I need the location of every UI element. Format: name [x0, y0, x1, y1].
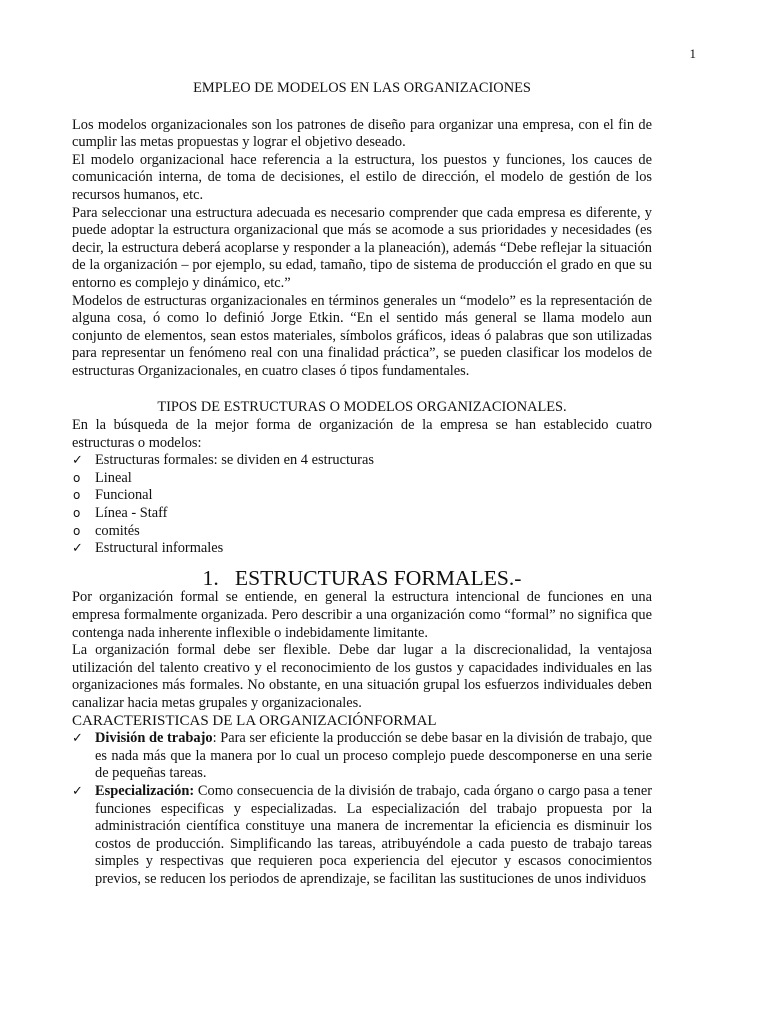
characteristic-term: Especialización:	[95, 782, 195, 799]
document-title: EMPLEO DE MODELOS EN LAS ORGANIZACIONES	[193, 80, 531, 96]
intro-paragraph-2: El modelo organizacional hace referencia a la estructura, los puestos y funciones, los cauces de comunicación interna, de toma de decisiones, el estilo de dirección, el modelo de gestión de los recursos humanos, etc.	[72, 151, 652, 203]
intro-paragraph-3: Para seleccionar una estructura adecuada es necesario comprender que cada empresa es diferente, y puede adoptar la estructura organizacional que más se acomode a sus prioridades y necesidades (es decir, la estructura deberá acoplarse y responder a la planeación), además “Debe reflejar la situación de la organización – por ejemplo, su edad, tamaño, tipo de sistema de producción el grado en que su entorno es complejo y dinámico, etc.”	[72, 204, 652, 291]
list-item	[72, 452, 652, 470]
intro-paragraph-4: Modelos de estructuras organizacionales en términos generales un “modelo” es la representación de alguna cosa, ó como lo definió Jorge Etkin. “En el sentido más general se llama modelo aun conjunto de elementos, sean estos materiales, símbolos gráficos, ideas ó palabras que son utilizadas para representar un fenómeno real con una finalidad práctica”, se pueden clasificar los modelos de estructuras Organizacionales, en cuatro clases ó tipos fundamentales.	[72, 292, 652, 379]
list-item	[72, 523, 652, 541]
list-item	[72, 487, 652, 505]
types-section-title: TIPOS DE ESTRUCTURAS O MODELOS ORGANIZACIONALES.	[157, 398, 567, 415]
characteristic-text: : Para ser eficiente la producción se debe basar en la división de trabajo, que es nada más que la manera por lo cual un proceso complejo puede descomponerse en una serie de pequeñas tareas.	[95, 730, 653, 782]
check-icon: ✓	[72, 783, 83, 799]
section-title-text: ESTRUCTURAS FORMALES.-	[234, 565, 522, 590]
types-intro: En la búsqueda de la mejor forma de organización de la empresa se han establecido cuatro estructuras o modelos:	[72, 417, 652, 451]
list-item	[72, 505, 652, 523]
list-item	[72, 730, 652, 783]
list-item-text: comités	[95, 522, 140, 539]
intro-paragraph-1: Los modelos organizacionales son los patrones de diseño para organizar una empresa, con el fin de cumplir las metas propuestas y lograr el objetivo deseado.	[72, 116, 652, 151]
list-item-text: Línea - Staff	[95, 505, 168, 522]
list-item-text: Estructural informales	[95, 540, 224, 557]
document-body	[72, 80, 652, 889]
list-item	[72, 783, 652, 889]
list-item-text: Lineal	[95, 469, 132, 486]
check-icon: ✓	[72, 731, 83, 747]
section-number: 1.	[202, 565, 219, 590]
formal-paragraph-2: La organización formal debe ser flexible. Debe dar lugar a la discrecionalidad, la ventajosa utilización del talento creativo y el reconocimiento de los gustos y capacidades individuales en las organizaciones más formales. No obstante, en una situación grupal los esfuerzos individuales deben canalizar hacia metas grupales y organizacionales.	[72, 642, 652, 711]
circle-icon: o	[73, 470, 81, 485]
circle-icon: o	[73, 523, 81, 538]
circle-icon: o	[73, 506, 81, 521]
characteristics-heading: CARACTERISTICAS DE LA ORGANIZACIÓNFORMAL	[72, 712, 437, 729]
list-item	[72, 470, 652, 488]
check-icon: ✓	[72, 541, 83, 557]
circle-icon: o	[73, 488, 81, 503]
formal-section-title	[72, 565, 652, 590]
characteristics-list	[72, 730, 652, 888]
check-icon: ✓	[72, 453, 83, 469]
formal-paragraph-1: Por organización formal se entiende, en general la estructura intencional de funciones en una empresa formalmente organizada. Pero describir a una organización como “formal” no significa que contenga nada inherente inflexible o indebidamente limitante.	[72, 589, 652, 641]
characteristic-term: División de trabajo	[95, 730, 213, 747]
list-item-text: Funcional	[95, 487, 153, 504]
list-item	[72, 540, 652, 558]
characteristic-text: Como consecuencia de la división de trabajo, cada órgano o cargo pasa a tener funciones especificas y especializadas. La especialización del trabajo propuesta por la administración científica constituye una manera de incrementar la eficiencia es disminuir los costos de producción. Simplificando las tareas, atribuyéndole a cada puesto de trabajo tareas simples y respectivas que requieren poca experiencia del ejecutor y escasos conocimientos previos, se reducen los periodos de aprendizaje, se facilitan las sustituciones de unos individuos	[95, 782, 652, 887]
structure-types-list	[72, 452, 652, 558]
list-item-text: Estructuras formales: se dividen en 4 estructuras	[95, 452, 374, 469]
page-number: 1	[689, 46, 696, 61]
